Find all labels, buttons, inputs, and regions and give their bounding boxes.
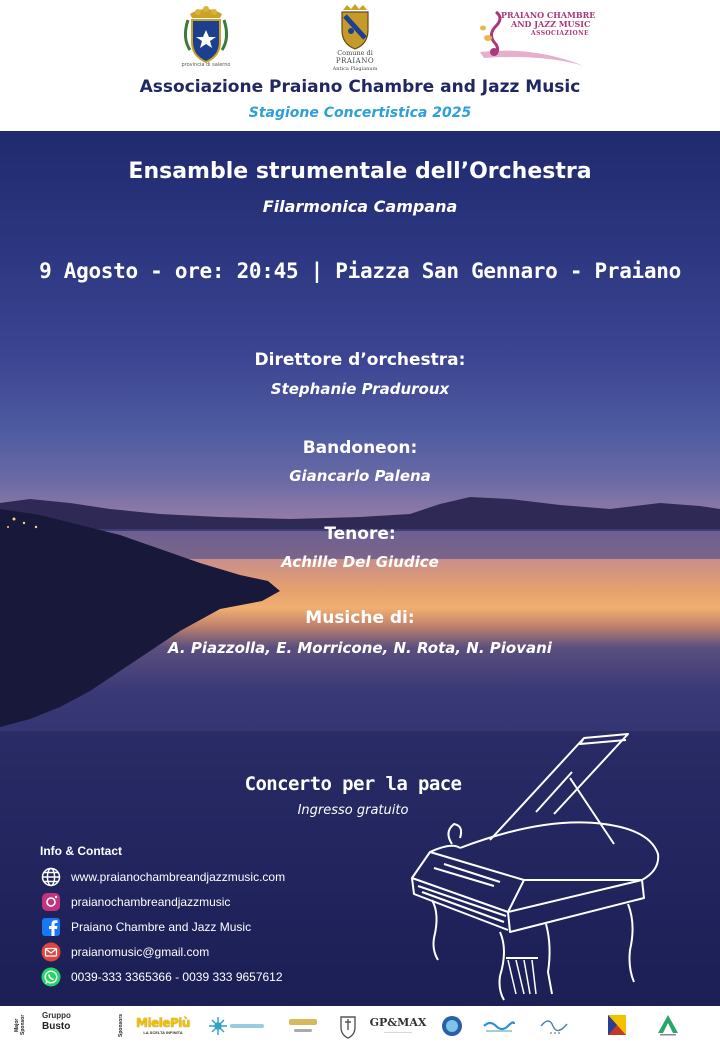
conductor-role: Direttore d’orchestra: <box>254 350 466 370</box>
orchestra-name: Filarmonica Campana <box>262 197 458 216</box>
major-sponsor-label: Major Sponsor <box>14 1014 26 1036</box>
comune-caption <box>320 49 390 73</box>
hero-sunset-image <box>0 131 720 1006</box>
instagram-icon <box>40 891 62 913</box>
gold-logo-icon <box>286 1014 320 1038</box>
gpmax-logo <box>369 1013 427 1037</box>
composers-role: Musiche di: <box>305 608 415 628</box>
whatsapp-icon <box>40 966 62 988</box>
season-subtitle: Stagione Concertistica 2025 <box>248 105 472 121</box>
gpmax-rule: ――――――― <box>384 1029 412 1034</box>
facebook-icon <box>40 916 62 938</box>
gruppo-text: Gruppo <box>42 1011 71 1020</box>
conductor-name: Stephanie Praduroux <box>270 380 450 398</box>
mielepiu-name: MielePiù <box>136 1015 190 1030</box>
poster-header <box>0 0 720 131</box>
mielepiu-logo <box>134 1013 192 1037</box>
assoc-logo-line3: ASSOCIAZIONE <box>531 30 589 37</box>
assoc-logo-line2: AND JAZZ MUSIC <box>511 19 591 29</box>
admission-note: Ingresso gratuito <box>297 803 409 818</box>
triangle-sponsor-logo-icon <box>656 1013 680 1037</box>
contact-facebook-text: Praiano Chambre and Jazz Music <box>71 919 252 934</box>
association-logo-text <box>501 11 619 38</box>
globe-icon <box>40 866 62 888</box>
gpmax-name: GP&MAX <box>369 1016 427 1029</box>
contact-email[interactable] <box>40 939 370 964</box>
busto-text: Busto <box>42 1021 71 1032</box>
contacts-block <box>40 844 370 989</box>
script-sponsor-logo-icon <box>535 1014 573 1038</box>
province-caption: provincia di salerno <box>181 62 231 68</box>
email-icon <box>40 941 62 963</box>
comune-crest-icon <box>337 4 373 50</box>
crest-sponsor-icon <box>338 1013 358 1039</box>
assoc-logo-line1: PRAIANO CHAMBRE <box>501 10 596 20</box>
date-time-venue: 9 Agosto - ore: 20:45 | Piazza San Gennaro - Praiano <box>39 259 681 283</box>
contact-website-text: www.praianochambreandjazzmusic.com <box>71 869 286 884</box>
bandoneon-role: Bandoneon: <box>302 438 418 458</box>
comune-caption-line1: Comune di <box>337 49 373 57</box>
hotel-margherita-logo-icon <box>208 1015 268 1037</box>
contact-facebook[interactable] <box>40 914 370 939</box>
contact-email-text: praianomusic@gmail.com <box>71 944 210 959</box>
wave-sponsor-logo-icon <box>482 1016 516 1036</box>
comune-caption-line2: PRAIANO <box>335 57 375 65</box>
gruppo-busto-logo <box>42 1010 71 1032</box>
tenor-role: Tenore: <box>324 524 396 544</box>
association-title: Associazione Praiano Chambre and Jazz Music <box>139 77 581 97</box>
contact-phone-text: 0039-333 3365366 - 0039 333 9657612 <box>71 969 283 984</box>
concert-title: Concerto per la pace <box>244 773 462 795</box>
comune-caption-line3: Antica Plagianum <box>332 66 378 72</box>
contact-instagram-text: praianochambreandjazzmusic <box>71 894 231 909</box>
sponsors-label: Sponsors <box>118 1013 124 1037</box>
contact-phone[interactable] <box>40 964 370 989</box>
bandoneon-name: Giancarlo Palena <box>289 467 431 485</box>
contact-website[interactable] <box>40 864 370 889</box>
ensemble-title: Ensamble strumentale dell’Orchestra <box>128 159 592 184</box>
province-crest-icon <box>178 4 234 70</box>
contact-instagram[interactable] <box>40 889 370 914</box>
mielepiu-tagline: LA SCELTA INFINITA <box>143 1029 183 1035</box>
grand-piano-icon <box>404 728 670 1002</box>
flag-sponsor-logo-icon <box>606 1013 628 1037</box>
composers-names: A. Piazzolla, E. Morricone, N. Rota, N. Piovani <box>168 639 552 657</box>
round-badge-sponsor-icon <box>440 1014 464 1038</box>
tenor-name: Achille Del Giudice <box>281 553 439 571</box>
sponsor-footer <box>0 1006 720 1044</box>
contacts-heading: Info & Contact <box>40 844 122 858</box>
